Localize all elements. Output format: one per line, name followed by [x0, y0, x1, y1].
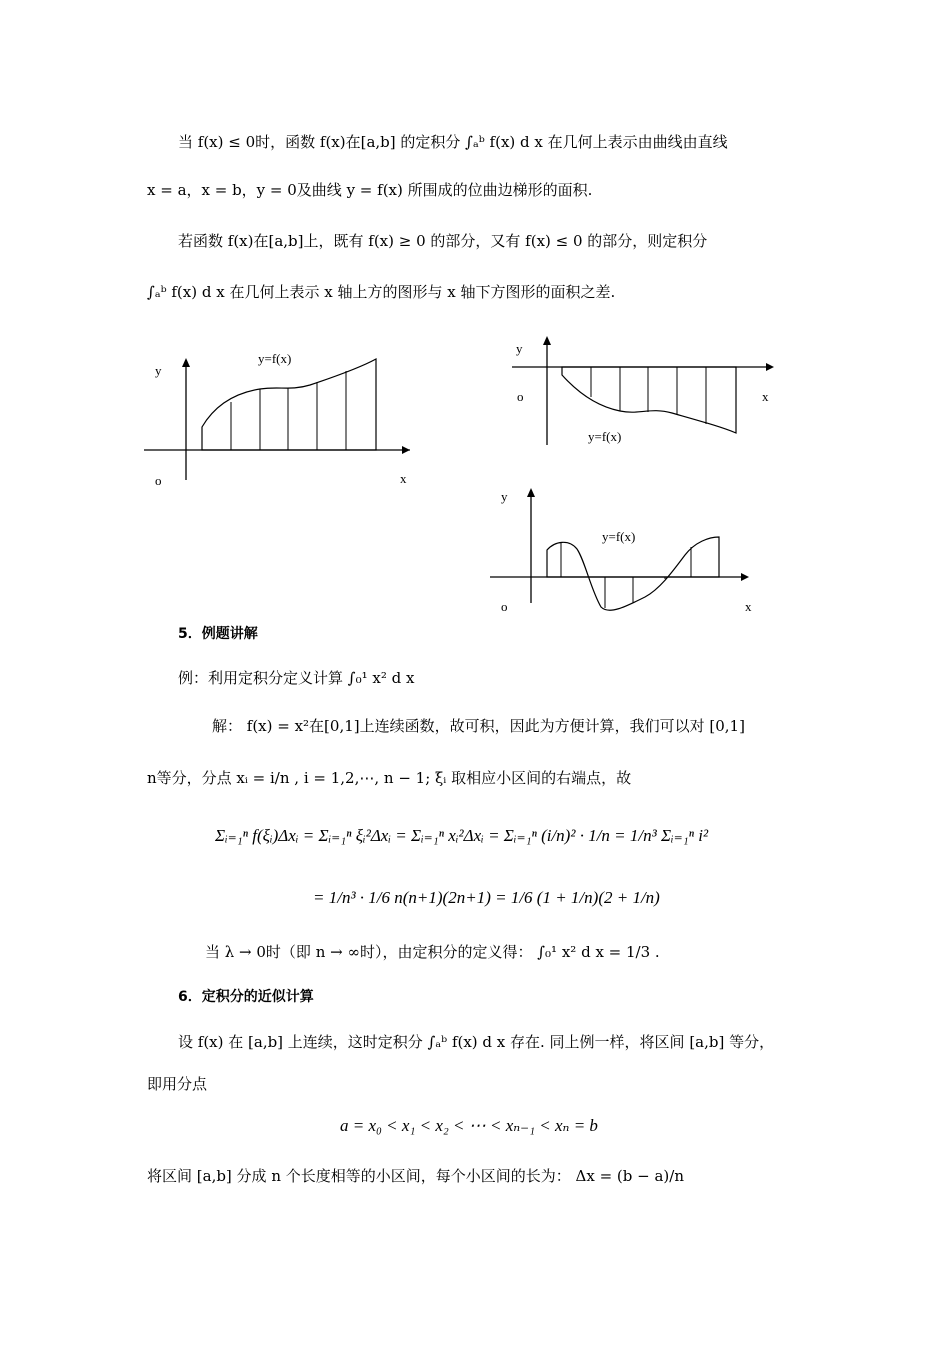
curve-region	[562, 367, 736, 433]
fig2-origin-label: o	[517, 389, 524, 404]
section5-example: 例：利用定积分定义计算 ∫₀¹ x² d x	[178, 669, 415, 687]
figure-negative-area	[500, 335, 790, 450]
fig1-curve-label: y=f(x)	[258, 351, 292, 366]
y-axis-arrow	[182, 358, 190, 367]
riemann-strips	[231, 371, 346, 450]
section6-line2: 即用分点	[147, 1075, 208, 1093]
curve-region	[202, 359, 376, 450]
section5-sum-line2: = 1/n³ · 1/6 n(n+1)(2n+1) = 1/6 (1 + 1/n)(2 + 1/n)	[313, 888, 660, 907]
y-axis-arrow	[543, 336, 551, 345]
section5-solution-line1: 解： f(x) = x²在[0,1]上连续函数，故可积，因此为方便计算，我们可以对 [0,1]	[212, 717, 745, 735]
section6-line3: 将区间 [a,b] 分成 n 个长度相等的小区间，每个小区间的长为： Δx = (b − a)/n	[147, 1167, 684, 1185]
riemann-strips	[561, 542, 691, 608]
section5-heading: 5．例题讲解	[178, 626, 258, 642]
fig1-y-label: y	[155, 363, 162, 378]
section6-line1: 设 f(x) 在 [a,b] 上连续，这时定积分 ∫ₐᵇ f(x) d x 存在. 同上例一样，将区间 [a,b] 等分，	[178, 1033, 775, 1051]
fig1-x-label: x	[400, 471, 407, 486]
para1-line1: 当 f(x) ≤ 0时，函数 f(x)在[a,b] 的定积分 ∫ₐᵇ f(x) d x 在几何上表示由曲线由直线	[178, 133, 728, 151]
x-axis-arrow	[402, 446, 410, 454]
fig3-origin-label: o	[501, 599, 508, 614]
section5-sum-line1: Σᵢ₌₁ⁿ f(ξᵢ)Δxᵢ = Σᵢ₌₁ⁿ ξᵢ²Δxᵢ = Σᵢ₌₁ⁿ xᵢ²Δxᵢ = Σᵢ₌₁ⁿ (i/n)² · 1/n = 1/n³ Σᵢ₌₁ⁿ i²	[215, 826, 709, 845]
section5-solution-line2: n等分，分点 xᵢ = i/n , i = 1,2,⋯, n − 1; ξᵢ 取相应小区间的右端点，故	[147, 769, 632, 787]
fig3-x-label: x	[745, 599, 752, 614]
fig1-origin-label: o	[155, 473, 162, 488]
riemann-strips	[591, 367, 706, 424]
fig3-y-label: y	[501, 489, 508, 504]
section5-limit-line: 当 λ → 0时（即 n → ∞时），由定积分的定义得： ∫₀¹ x² d x = 1/3 .	[205, 943, 660, 961]
fig3-curve-label: y=f(x)	[602, 529, 636, 544]
para2-line2: ∫ₐᵇ f(x) d x 在几何上表示 x 轴上方的图形与 x 轴下方图形的面积之差.	[147, 283, 616, 301]
y-axis-arrow	[527, 488, 535, 497]
figure-mixed-area	[485, 485, 775, 615]
fig2-x-label: x	[762, 389, 769, 404]
x-axis-arrow	[766, 363, 774, 371]
para1-line2: x = a，x = b，y = 0及曲线 y = f(x) 所围成的位曲边梯形的面积.	[147, 181, 593, 199]
section6-heading: 6．定积分的近似计算	[178, 989, 314, 1005]
fig2-curve-label: y=f(x)	[588, 429, 622, 444]
fig2-y-label: y	[516, 341, 523, 356]
para2-line1: 若函数 f(x)在[a,b]上，既有 f(x) ≥ 0 的部分，又有 f(x) ≤ 0 的部分，则定积分	[178, 232, 708, 250]
x-axis-arrow	[741, 573, 749, 581]
section6-partition: a = x₀ < x₁ < x₂ < ⋯ < xₙ₋₁ < xₙ = b	[340, 1116, 598, 1135]
figure-positive-area	[140, 345, 430, 490]
